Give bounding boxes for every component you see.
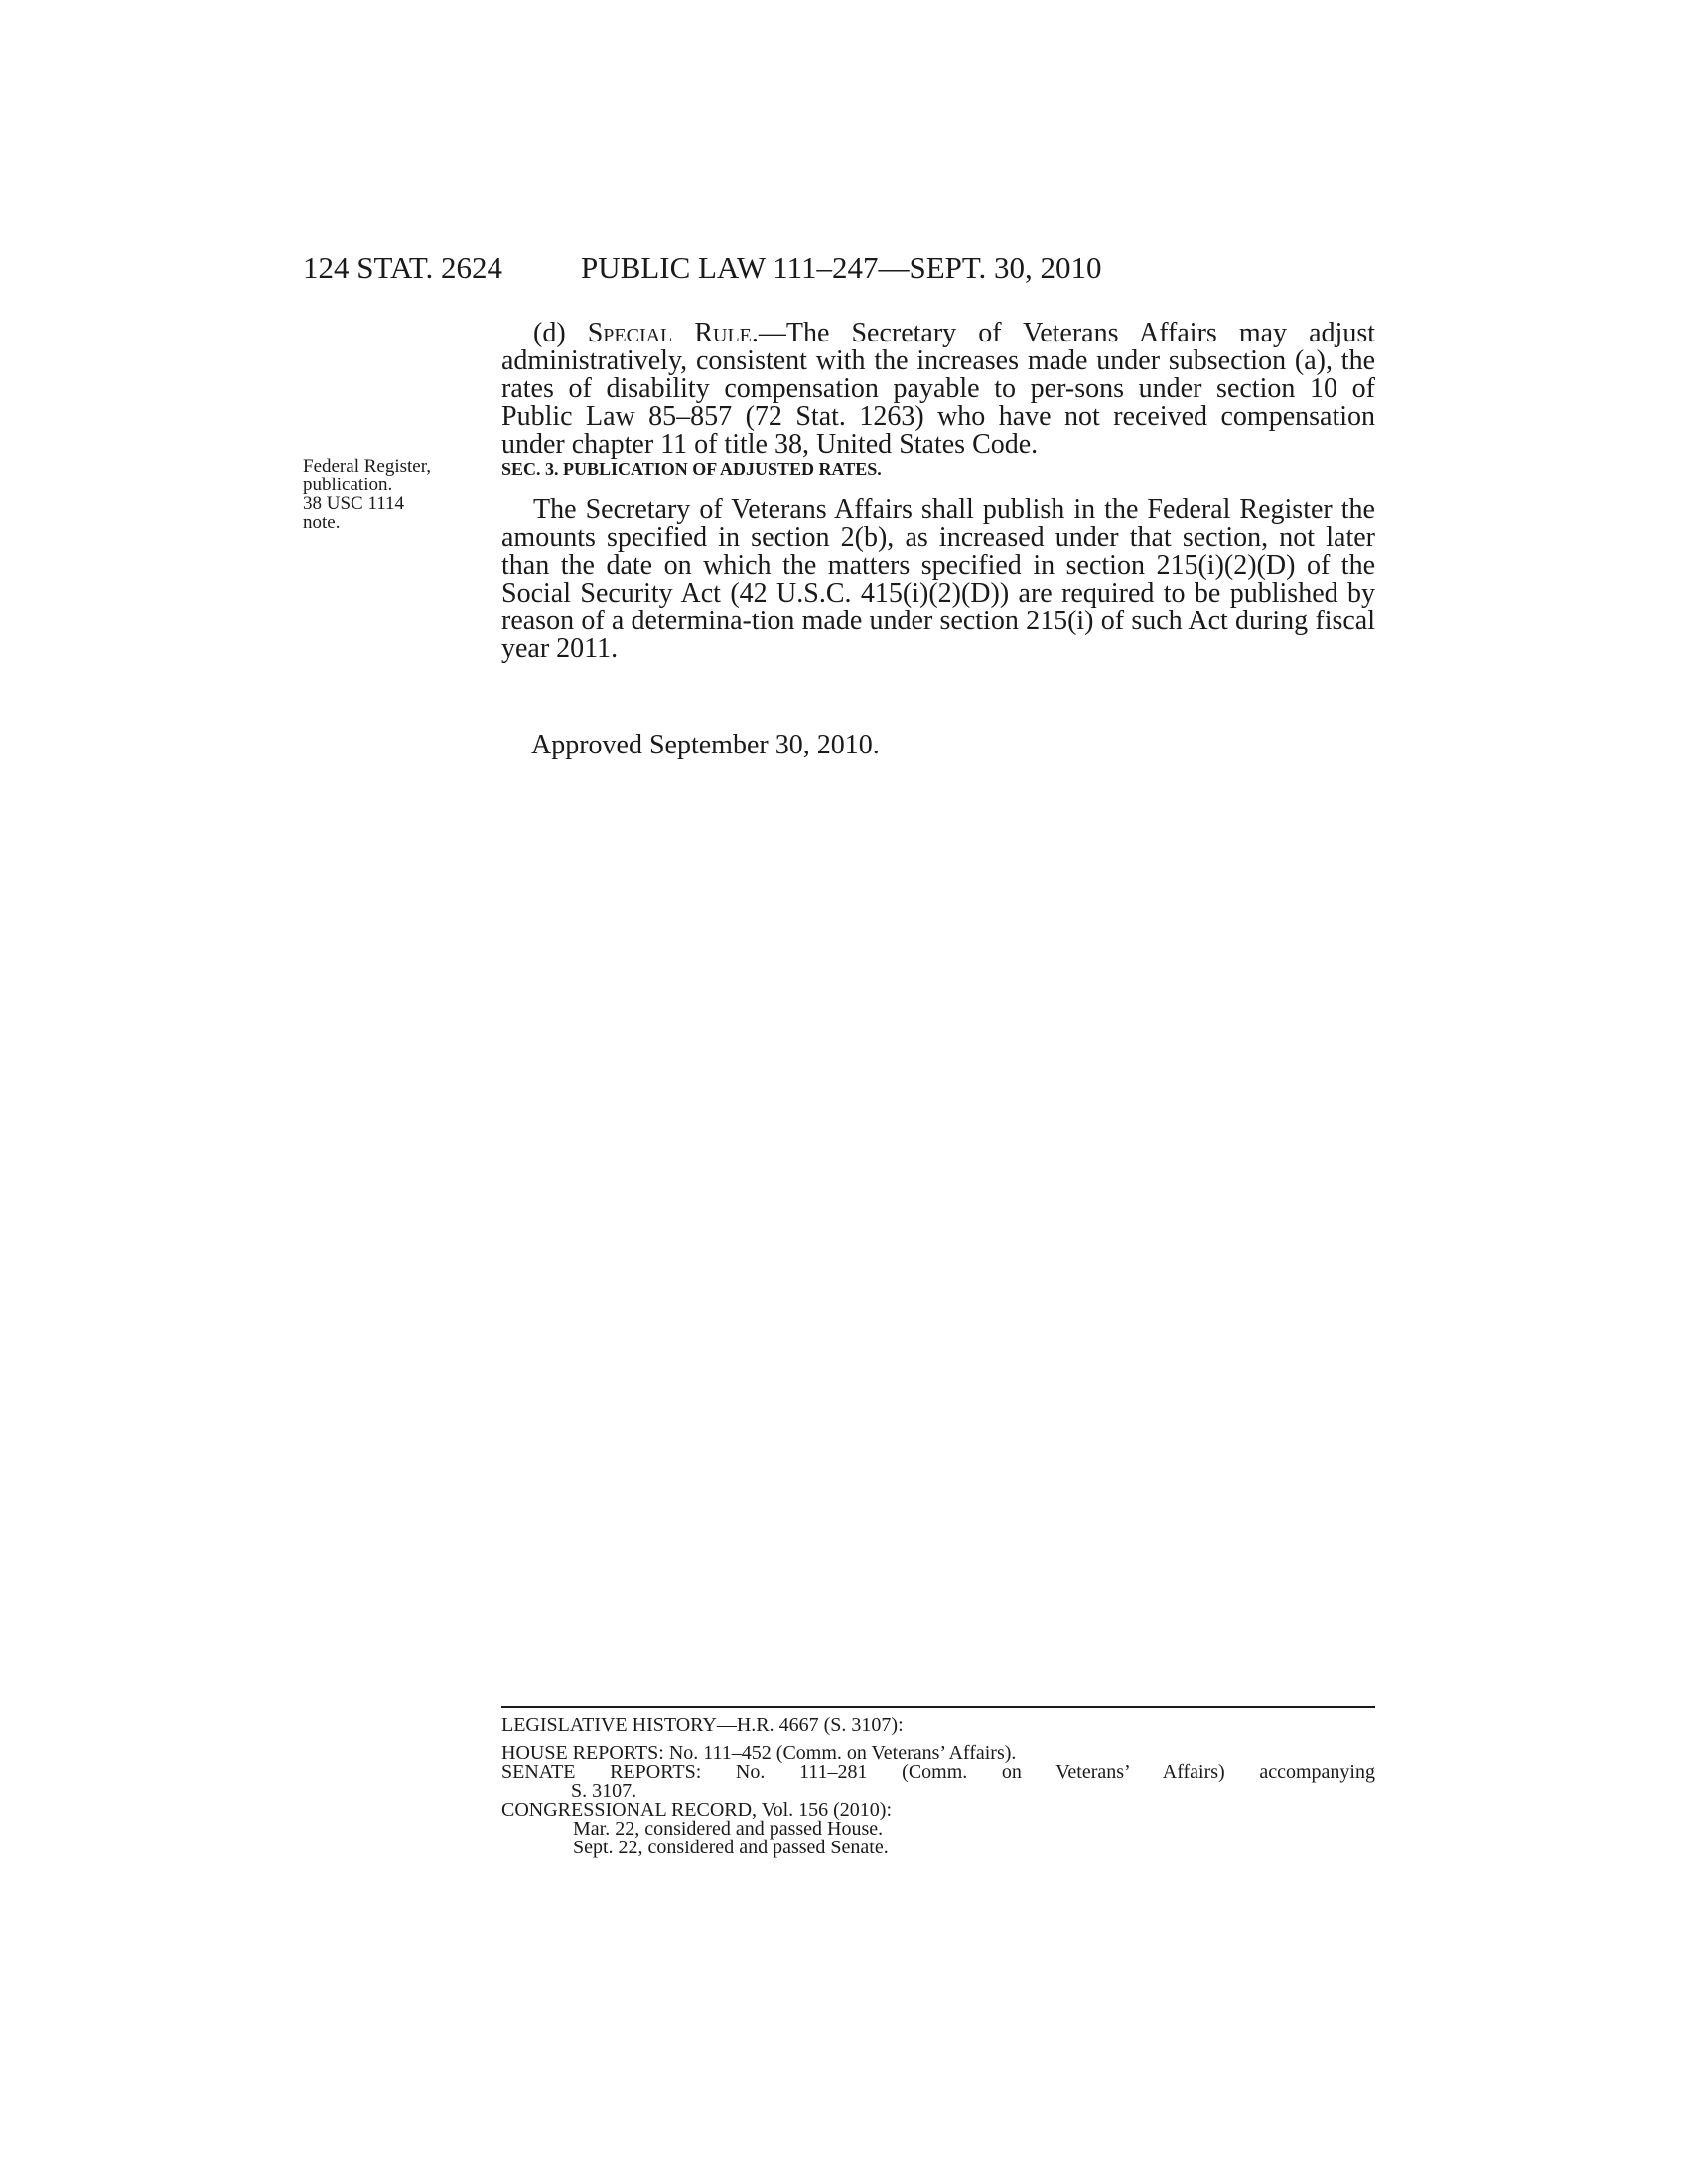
paragraph-line: have not received compensation under chapter 11 of title 38, United [501, 401, 1376, 460]
approval-date: Approved September 30, 2010. [531, 730, 880, 760]
record-action: Sept. 22, considered and passed Senate. [573, 1837, 889, 1858]
paragraph-lead: (d) [533, 318, 588, 348]
margin-note-line: note. [303, 512, 341, 533]
section-3-text [501, 496, 1375, 663]
senate-reports: SENATE REPORTS: No. 111–281 (Comm. on Veterans’ Affairs) accompanying [501, 1761, 1375, 1783]
paragraph-heading-special-rule: Special Rule [587, 318, 752, 348]
running-head [303, 248, 1375, 288]
stat-page-number: 124 STAT. 2624 [303, 250, 503, 285]
section-3-heading: SEC. 3. PUBLICATION OF ADJUSTED RATES. [501, 459, 882, 478]
paragraph-special-rule-text [501, 320, 1375, 459]
legislative-history-title: LEGISLATIVE HISTORY—H.R. 4667 (S. 3107): [501, 1714, 904, 1736]
legislative-history [501, 1706, 1375, 1857]
paragraph-special-rule [501, 320, 1375, 459]
paragraph-line: Register the amounts specified in section 2(b), as increased under [501, 494, 1375, 553]
senate-reports-continued: S. 3107. [571, 1780, 637, 1802]
paragraph-line: subsection (a), the rates of disability compensation payable to per- [501, 345, 1376, 404]
congressional-record: CONGRESSIONAL RECORD, Vol. 156 (2010): [501, 1799, 892, 1821]
record-action: Mar. 22, considered and passed House. [573, 1818, 884, 1840]
footer-divider [501, 1706, 1375, 1708]
paragraph-line: States Code. [899, 429, 1039, 460]
paragraph-line: 415(i)(2)(D)) are required to be published by reason of a determina- [501, 578, 1375, 636]
paragraph-line: that section, not later than the date on which the matters specified [501, 522, 1375, 581]
house-reports: HOUSE REPORTS: No. 111–452 (Comm. on Veterans’ Affairs). [501, 1742, 1017, 1764]
margin-note-line: Federal Register, [303, 456, 432, 477]
paragraph-line: in section 215(i)(2)(D) of the Social Security Act (42 U.S.C. [501, 550, 1375, 609]
margin-note-line: publication. [303, 475, 393, 495]
paragraph-line: The Secretary of Veterans Affairs shall publish in the Federal [533, 494, 1231, 525]
paragraph-line: tion made under section 215(i) of such Act during fiscal year 2011. [501, 606, 1375, 664]
public-law-title: PUBLIC LAW 111–247—SEPT. 30, 2010 [581, 250, 1102, 285]
margin-note-line: 38 USC 1114 [303, 493, 405, 514]
paragraph-line: .—The Secretary of Veterans Affairs may [751, 318, 1288, 348]
section-3-paragraph [501, 496, 1375, 663]
margin-note [303, 457, 482, 532]
paragraph-line: adjust administratively, consistent with the increases made under [501, 318, 1376, 376]
paragraph-line: sons under section 10 of Public Law 85–857 (72 Stat. 1263) who [501, 373, 1375, 432]
